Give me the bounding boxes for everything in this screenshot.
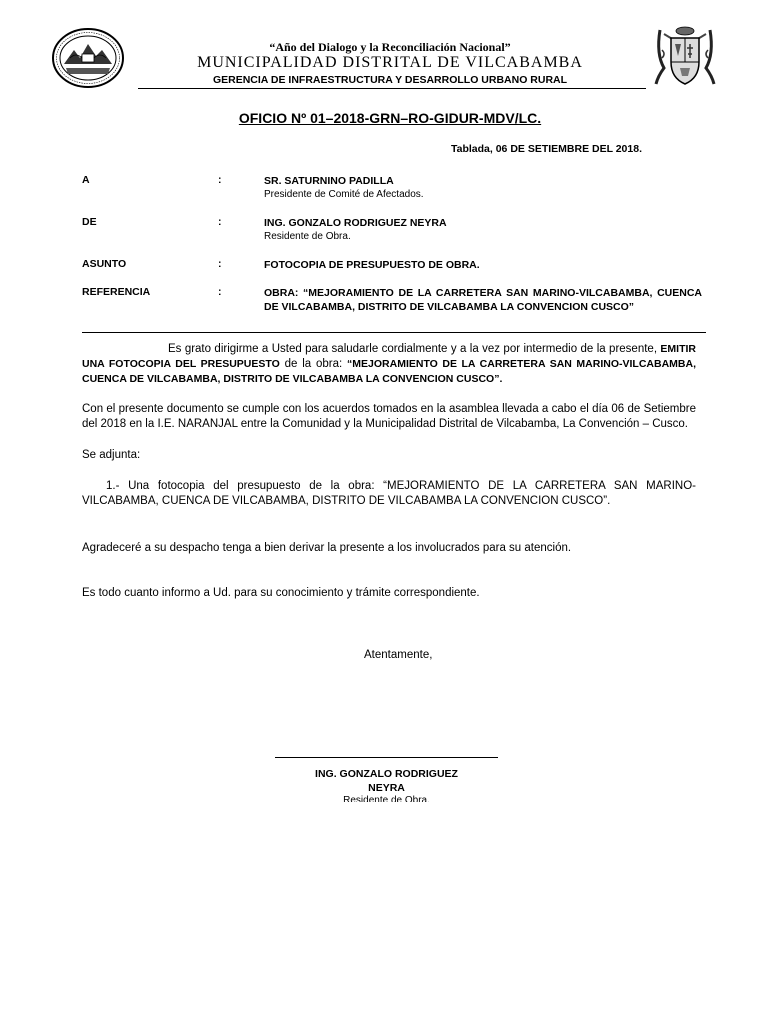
p1-bold-2: “MEJORAMIENTO DE LA CARRETERA SAN MARINO-VILCABAMBA, CUENCA DE VILCABAMBA, DISTRITO DE VILCABAMBA LA CONVENCION CUSCO”. bbox=[82, 358, 697, 385]
signature-role: Residente de Obra. bbox=[343, 795, 430, 802]
signature-line bbox=[275, 757, 498, 758]
reference-text: OBRA: “MEJORAMIENTO DE LA CARRETERA SAN MARINO-VILCABAMBA, CUENCA DE VILCABAMBA, DISTRITO DE VILCABAMBA LA CONVENCION CUSCO” bbox=[264, 287, 702, 313]
field-label-reference: REFERENCIA bbox=[82, 286, 151, 298]
recipient-role: Presidente de Comité de Afectados. bbox=[264, 189, 424, 200]
municipal-seal-icon bbox=[52, 28, 124, 88]
body-paragraph-1 bbox=[82, 342, 696, 387]
p4-text: 1.- Una fotocopia del presupuesto de la obra: “MEJORAMIENTO DE LA CARRETERA SAN MARINO-VILCABAMBA, CUENCA DE VILCABAMBA, DISTRITO DE VILCABAMBA LA CONVENCION CUSCO”. bbox=[82, 480, 696, 507]
document-title: OFICIO Nº 01–2018-GRN–RO-GIDUR-MDV/LC. bbox=[238, 110, 542, 126]
signature-name bbox=[275, 767, 498, 795]
field-label-subject: ASUNTO bbox=[82, 258, 127, 270]
field-colon-to: : bbox=[218, 174, 222, 186]
body-paragraph-5: Agradeceré a su despacho tenga a bien derivar la presente a los involucrados para su atención. bbox=[82, 542, 572, 554]
p1-text: Es grato dirigirme a Usted para saludarle cordialmente y a la vez por intermedio de la presente, bbox=[168, 343, 661, 355]
field-value-subject bbox=[264, 258, 704, 272]
signature-name-line-1: ING. GONZALO RODRIGUEZ bbox=[315, 768, 458, 780]
field-value-to bbox=[264, 174, 704, 202]
document-date: Tablada, 06 DE SETIEMBRE DEL 2018. bbox=[450, 143, 642, 155]
subject-text: FOTOCOPIA DE PRESUPUESTO DE OBRA. bbox=[264, 259, 480, 271]
sender-name: ING. GONZALO RODRIGUEZ NEYRA bbox=[264, 217, 447, 229]
coat-of-arms-icon bbox=[654, 24, 716, 90]
p1-mid: de la obra: bbox=[279, 358, 348, 370]
field-colon-reference: : bbox=[218, 286, 222, 298]
field-value-from bbox=[264, 216, 704, 244]
closing-salutation: Atentamente, bbox=[364, 649, 433, 661]
recipient-name: SR. SATURNINO PADILLA bbox=[264, 175, 394, 187]
body-paragraph-4 bbox=[82, 479, 696, 509]
body-paragraph-6: Es todo cuanto informo a Ud. para su conocimiento y trámite correspondiente. bbox=[82, 587, 480, 599]
field-label-to: A bbox=[82, 174, 90, 186]
sender-role: Residente de Obra. bbox=[264, 231, 351, 242]
institution-name: MUNICIPALIDAD DISTRITAL DE VILCABAMBA bbox=[197, 54, 583, 71]
body-divider bbox=[82, 332, 706, 333]
body-paragraph-3: Se adjunta: bbox=[82, 449, 141, 461]
signature-name-line-2: NEYRA bbox=[368, 782, 405, 794]
header-divider bbox=[138, 88, 646, 89]
body-paragraph-2: Con el presente documento se cumple con los acuerdos tomados en la asamblea llevada a cabo el día 06 de Setiembre del 2018 en la I.E. NARANJAL entre la Comunidad y la Municipalidad Distrital de Vilcabamba, La Convención – Cusco. bbox=[82, 403, 696, 430]
year-motto: “Año del Dialogo y la Reconciliación Nacional” bbox=[269, 40, 511, 54]
p1-bold: EMITIR UNA FOTOCOPIA DEL PRESUPUESTO bbox=[82, 343, 696, 370]
department-name: GERENCIA DE INFRAESTRUCTURA Y DESARROLLO URBANO RURAL bbox=[212, 74, 568, 86]
field-colon-from: : bbox=[218, 216, 222, 228]
field-colon-subject: : bbox=[218, 258, 222, 270]
field-label-from: DE bbox=[82, 216, 97, 228]
